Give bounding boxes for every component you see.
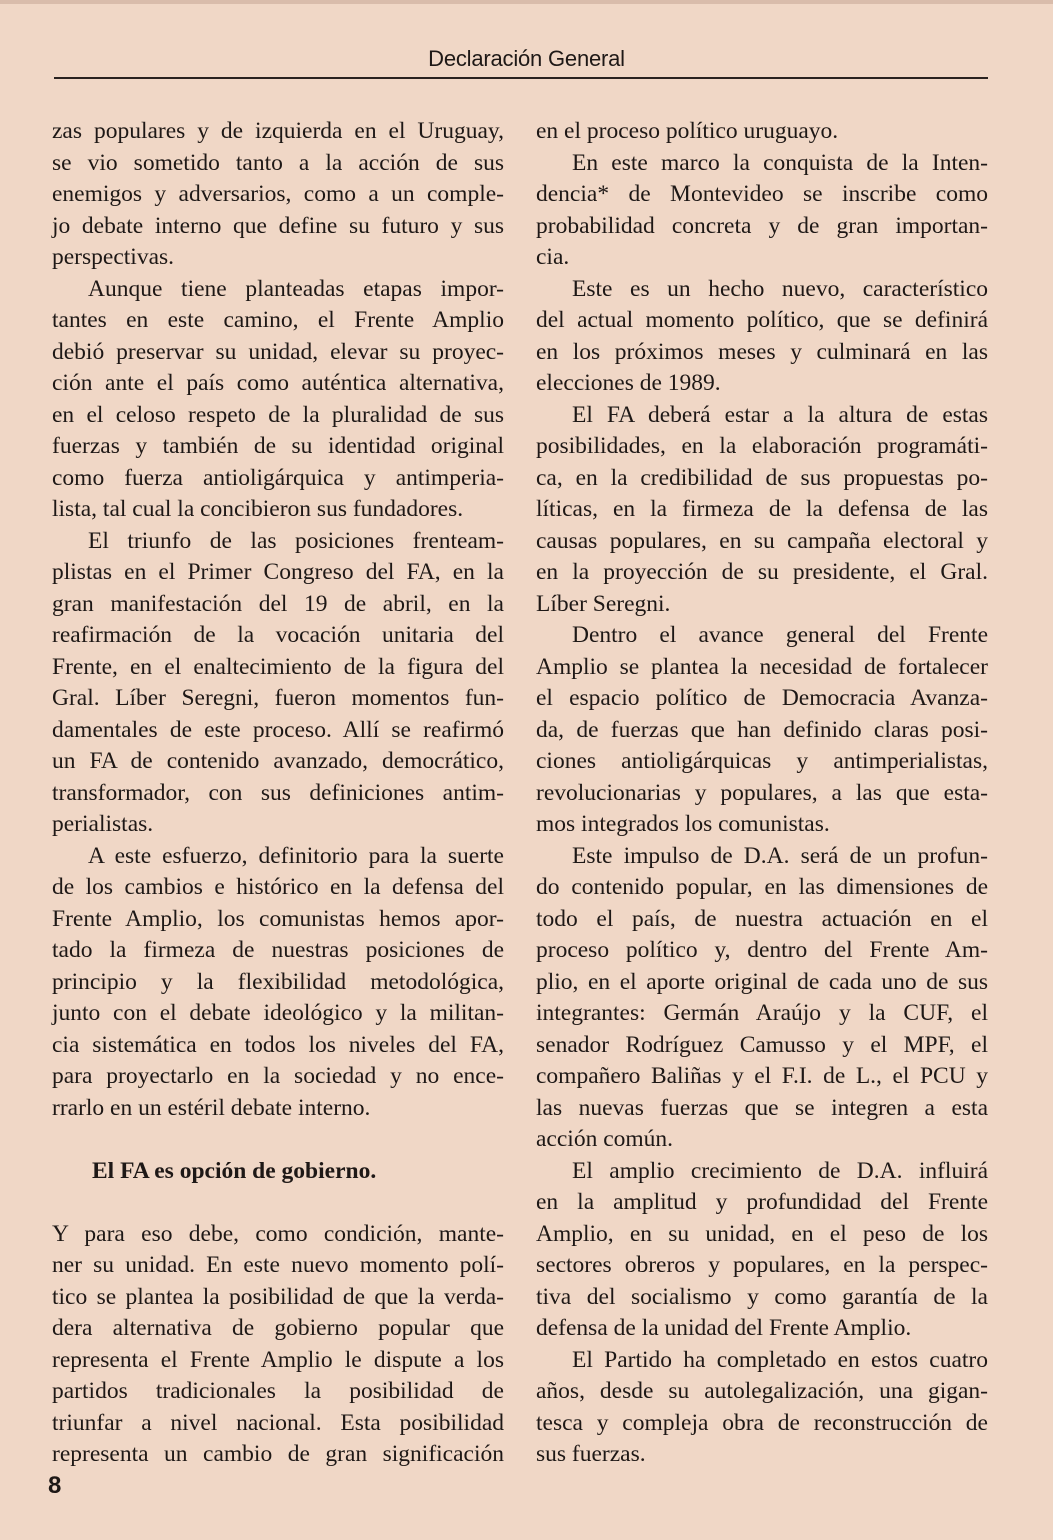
text-line: El Partido ha completado en estos cuatro [572, 1346, 988, 1373]
text-line: en el celoso respeto de la pluralidad de sus [52, 401, 504, 428]
section-heading: El FA es opción de gobierno. [92, 1157, 377, 1184]
text-line: dera alternativa de gobierno popular que [52, 1315, 504, 1341]
text-line: tantes en este camino, el Frente Amplio [52, 307, 504, 333]
text-line: revolucionarias y populares, a las que esta- [536, 779, 988, 806]
text-line: zas populares y de izquierda en el Uruguay, [52, 118, 504, 144]
text-line: integrantes: Germán Araújo y la CUF, el [536, 1000, 988, 1026]
text-line: Dentro el avance general del Frente [572, 622, 988, 648]
text-line: un FA de contenido avanzado, democrático, [52, 748, 504, 774]
text-line: cia sistemática en todos los niveles del FA, [52, 1031, 504, 1058]
text-line: plistas en el Primer Congreso del FA, en la [52, 559, 504, 585]
text-line: Aunque tiene planteadas etapas impor- [88, 275, 504, 302]
running-header: Declaración General [428, 46, 625, 71]
text-line: todo el país, de nuestra actuación en el [536, 905, 988, 932]
text-line: do contenido popular, en las dimensiones de [536, 874, 988, 900]
text-line: sectores obreros y populares, en la perspec- [536, 1252, 988, 1278]
text-line: tico se plantea la posibilidad de que la verda- [52, 1283, 504, 1310]
text-line: Este es un hecho nuevo, característico [572, 275, 988, 302]
text-line: posibilidades, en la elaboración programáti- [536, 433, 988, 459]
text-line: representa el Frente Amplio le dispute a los [52, 1346, 504, 1373]
text-line: dencia* de Montevideo se inscribe como [536, 181, 988, 207]
text-line: se vio sometido tanto a la acción de sus [52, 149, 504, 176]
text-line: cia. [536, 244, 570, 270]
text-line: jo debate interno que define su futuro y sus [52, 212, 504, 239]
text-line: las nuevas fuerzas que se integren a esta [536, 1094, 988, 1121]
text-line: gran manifestación del 19 de abril, en la [52, 590, 504, 617]
text-line: da, de fuerzas que han definido claras posi- [536, 716, 988, 743]
text-line: de los cambios e histórico en la defensa del [52, 874, 504, 900]
text-line: ciones antioligárquicas y antimperialistas, [536, 748, 988, 774]
text-line: causas populares, en su campaña electoral y [536, 527, 988, 554]
text-line: como fuerza antioligárquica y antimperia- [52, 464, 504, 491]
text-line: ca, en la credibilidad de sus propuestas po- [536, 464, 988, 491]
text-line: sus fuerzas. [536, 1441, 646, 1467]
text-line: líticas, en la firmeza de la defensa de las [536, 496, 988, 522]
text-line: mos integrados los comunistas. [536, 811, 830, 837]
text-line: probabilidad concreta y de gran importan- [536, 212, 988, 239]
left-column [52, 116, 504, 1471]
text-line: proceso político y, dentro del Frente Am- [536, 937, 988, 963]
text-line: ner su unidad. En este nuevo momento polí- [52, 1252, 504, 1278]
text-line: tiva del socialismo y como garantía de la [536, 1283, 988, 1310]
text-line: lista, tal cual la concibieron sus fundadores. [52, 496, 464, 522]
text-line: del actual momento político, que se definirá [536, 307, 988, 333]
text-line: El triunfo de las posiciones frenteam- [88, 527, 504, 554]
text-line: tado la firmeza de nuestras posiciones de [52, 937, 504, 963]
text-line: partidos tradicionales la posibilidad de [52, 1378, 504, 1404]
text-line: acción común. [536, 1126, 674, 1152]
text-line: Frente, en el enaltecimiento de la figura del [52, 653, 504, 680]
text-line: ción ante el país como auténtica alternativa, [52, 370, 504, 396]
text-line: el espacio político de Democracia Avanza- [536, 685, 988, 711]
text-line: Y para eso debe, como condición, mante- [52, 1220, 504, 1247]
text-line: en el proceso político uruguayo. [536, 118, 839, 144]
text-line: principio y la flexibilidad metodológica, [52, 968, 504, 995]
text-line: Amplio se plantea la necesidad de fortalecer [536, 653, 988, 680]
blank-line [52, 1124, 504, 1156]
text-line: A este esfuerzo, definitorio para la suerte [88, 842, 504, 869]
text-line: Frente Amplio, los comunistas hemos apor- [52, 905, 504, 932]
text-line: Este impulso de D.A. será de un profun- [572, 842, 988, 869]
blank-line [52, 1187, 504, 1219]
text-line: transformador, con sus definiciones antim- [52, 779, 504, 806]
header-rule [54, 77, 988, 79]
text-line: damentales de este proceso. Allí se reafirmó [52, 716, 504, 743]
text-line: defensa de la unidad del Frente Amplio. [536, 1315, 912, 1341]
text-line: El FA deberá estar a la altura de estas [572, 401, 988, 428]
text-line: para proyectarlo en la sociedad y no ence- [52, 1063, 504, 1089]
text-line: Amplio, en su unidad, en el peso de los [536, 1220, 988, 1247]
text-line: representa un cambio de gran significación [52, 1441, 504, 1467]
text-line: debió preservar su unidad, elevar su proyec- [52, 338, 504, 365]
text-line: plio, en el aporte original de cada uno de sus [536, 968, 988, 995]
text-line: compañero Baliñas y el F.I. de L., el PCU y [536, 1063, 988, 1089]
text-line: triunfar a nivel nacional. Esta posibilidad [52, 1409, 504, 1436]
page-number: 8 [48, 1472, 62, 1499]
text-line: perspectivas. [52, 244, 175, 270]
text-line: Líber Seregni. [536, 590, 671, 617]
text-line: fuerzas y también de su identidad original [52, 433, 504, 459]
text-line: enemigos y adversarios, como a un comple- [52, 181, 504, 207]
text-line: en la amplitud y profundidad del Frente [536, 1189, 988, 1215]
text-line: perialistas. [52, 811, 154, 837]
text-line: junto con el debate ideológico y la militan- [52, 1000, 504, 1026]
text-line: en la proyección de su presidente, el Gral. [536, 559, 988, 585]
text-line: En este marco la conquista de la Inten- [572, 149, 988, 176]
text-line: reafirmación de la vocación unitaria del [52, 622, 504, 648]
text-line: Gral. Líber Seregni, fueron momentos fun- [52, 685, 504, 711]
text-line: El amplio crecimiento de D.A. influirá [572, 1157, 988, 1184]
right-column [536, 116, 988, 1471]
text-line: elecciones de 1989. [536, 370, 721, 396]
text-line: años, desde su autolegalización, una gigan- [536, 1378, 988, 1404]
text-line: tesca y compleja obra de reconstrucción de [536, 1409, 988, 1436]
page-top-edge [0, 0, 1053, 4]
text-line: rrarlo en un estéril debate interno. [52, 1094, 371, 1121]
text-line: senador Rodríguez Camusso y el MPF, el [536, 1031, 988, 1058]
text-line: en los próximos meses y culminará en las [536, 338, 988, 365]
